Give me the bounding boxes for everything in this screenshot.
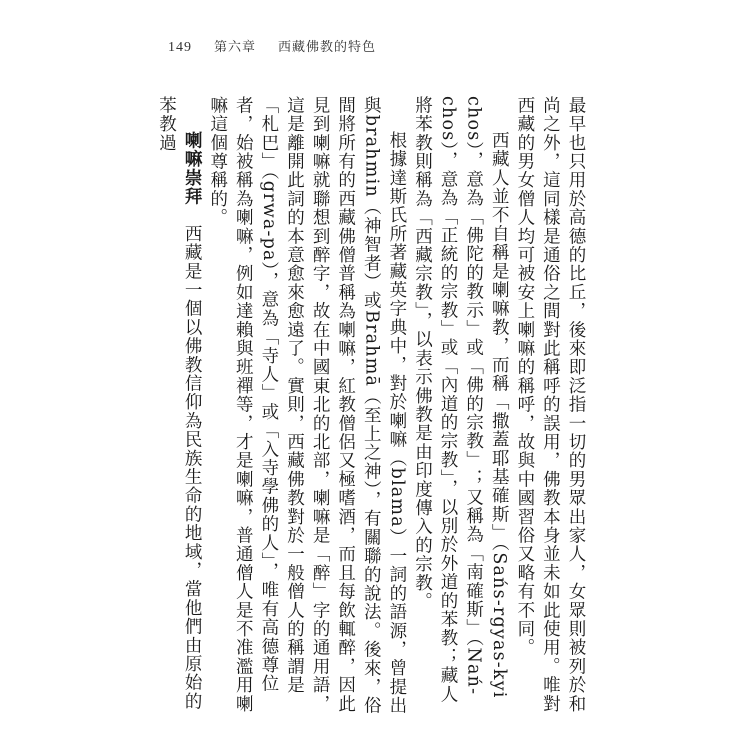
chapter-title: 西藏佛教的特色 xyxy=(278,40,377,55)
chapter-label: 第六章 xyxy=(214,40,257,55)
vertical-text-body xyxy=(156,96,588,716)
page-header xyxy=(168,36,376,56)
section-heading: 喇嘛崇拜 xyxy=(182,131,203,206)
section-text: 西藏是一個以佛教信仰為民族生命的地域，當他們由原始的苯教過 xyxy=(156,96,203,711)
paragraph: 西藏人並不自稱是喇嘛教，而稱「撒蓋耶基確斯」（Sańs-rgyas-kyi chos），意為「佛陀的教示」或「佛的宗教」；又稱為「南確斯」（Nań-chos），意為「正統的宗教」或「內道的宗教」，以別於外道的苯教；藏人將苯教則稱為「西藏宗教」，以表示佛教是由印度傳入的宗教。 xyxy=(412,96,510,704)
section-paragraph xyxy=(153,96,204,716)
page-number: 149 xyxy=(168,40,192,55)
paragraph: 根據達斯氏所著藏英字典中，對於喇嘛（blama）一詞的語源，曾提出與brahmin（神智者）或Brahmā（至上之神），有關聯的說法。後來，俗間將所有的西藏佛僧普稱為喇嘛，紅教僧侶又極嗜酒，而且每飲輒醉，因此見到喇嘛就聯想到醉字，故在中國東北的北部，喇嘛是「醉」字的通用語，這是離開此詞的本意愈來愈遠了。實則，西藏佛教對於一般僧人的稱謂是「札巴」（grwa-pa），意為「寺人」或「入寺學佛的人」，唯有高德尊位者，始被稱為喇嘛，例如達賴與班禪等，才是喇嘛，普通僧人是不准濫用喇嘛這個尊稱的。 xyxy=(207,96,407,716)
paragraph-continued: 最早也只用於高德的比丘，後來即泛指一切的男眾出家人，女眾則被列於和尚之外，這同樣是通俗之間對此稱呼的誤用，佛教本身並未如此使用。唯對西藏的男女僧人均可被安上喇嘛的稱呼，故與中國習俗又略有不同。 xyxy=(514,96,586,714)
